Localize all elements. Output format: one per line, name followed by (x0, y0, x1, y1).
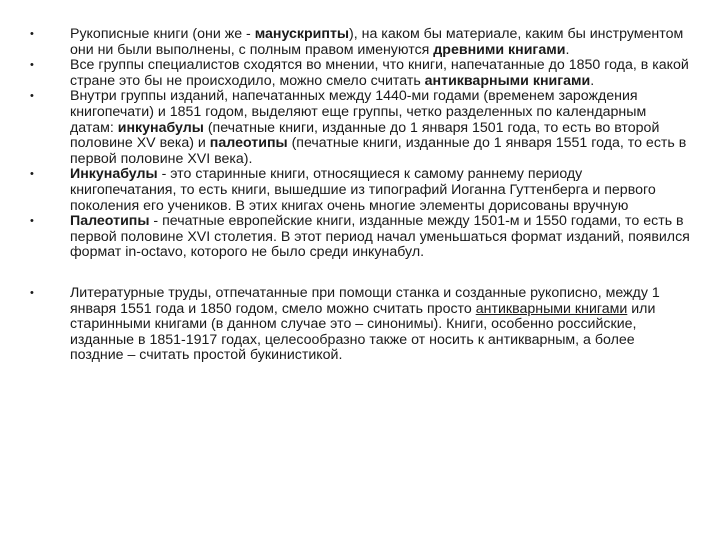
text-segment: - печатные европейские книги, изданные между 1501-м и 1550 годами, то есть в первой половине XVI столетия. В этот период начал уменьшаться формат изданий, появился формат in-octavo, которого не было среди инкунабул. (70, 213, 690, 261)
emphasis-term: древними книгами (433, 41, 566, 58)
text-segment: (печатные книги, изданные до 1 января 1501 года, то есть во второй половине XV века) и (70, 119, 660, 152)
emphasis-term: инкунабулы (117, 119, 204, 136)
list-item-text (70, 26, 683, 58)
text-segment: . (590, 72, 595, 89)
list-item (30, 27, 690, 58)
list-item (30, 214, 690, 261)
text-segment: Литературные труды, отпечатанные при помощи станка и созданные рукописно, между 1 января 1551 года и 1850 годом, смело можно считать просто (70, 284, 660, 317)
text-segment: ), на каком бы материале, каким бы инструментом они ни были выполнены, с полным правом именуются (70, 26, 684, 58)
text-segment: Рукописные книги (они же - (70, 26, 255, 42)
emphasis-term: Палеотипы (70, 213, 150, 230)
text-segment: Все группы специалистов сходятся во мнении, что книги, напечатанные до 1850 года, в какой стране это бы не происходило, можно смело считать (70, 57, 689, 89)
list-item-text (70, 213, 690, 260)
text-segment: . (565, 41, 570, 58)
emphasis-term: манускрипты (254, 26, 350, 42)
list-item (30, 58, 690, 89)
bullet-icon: • (30, 215, 34, 228)
bullet-icon: • (30, 286, 34, 299)
bullet-icon: • (30, 90, 34, 103)
emphasis-term: Инкунабулы (70, 166, 158, 183)
bullet-icon: • (30, 168, 34, 181)
list-item (30, 89, 690, 167)
list-item (30, 286, 690, 364)
text-segment: или старинными книгами (в данном случае это – синонимы). Книги, особенно российские, изданные в 1851-1917 годах, целесообразно также от носить к антикварным, а более поздние – считать простой букинистикой. (70, 300, 656, 364)
bullet-list (30, 27, 690, 364)
bullet-icon: • (30, 59, 34, 72)
bullet-icon: • (30, 28, 34, 40)
text-segment: (печатные книги, изданные до 1 января 1551 года, то есть в первой половине XVI века). (70, 135, 687, 167)
emphasis-term: палеотипы (209, 135, 288, 152)
list-item-text (70, 285, 660, 363)
list-item-text (70, 166, 656, 213)
emphasis-term: антикварными книгами (424, 72, 591, 89)
list-item-text (70, 88, 686, 166)
text-segment: - это старинные книги, относящиеся к самому раннему периоду книгопечатания, то есть книги, вышедшие из типографий Иоганна Гуттенберга и первого поколения его учеников. В этих книгах очень многие элементы дорисованы вручную (70, 166, 656, 214)
text-segment: Внутри группы изданий, напечатанных между 1440-ми годами (временем зарождения книгопечати) и 1851 годом, выделяют еще группы, четко разделенных по календарным датам: (70, 88, 647, 136)
underlined-term: антикварными книгами (475, 300, 628, 317)
list-item (30, 167, 690, 214)
list-item-text (70, 57, 689, 89)
